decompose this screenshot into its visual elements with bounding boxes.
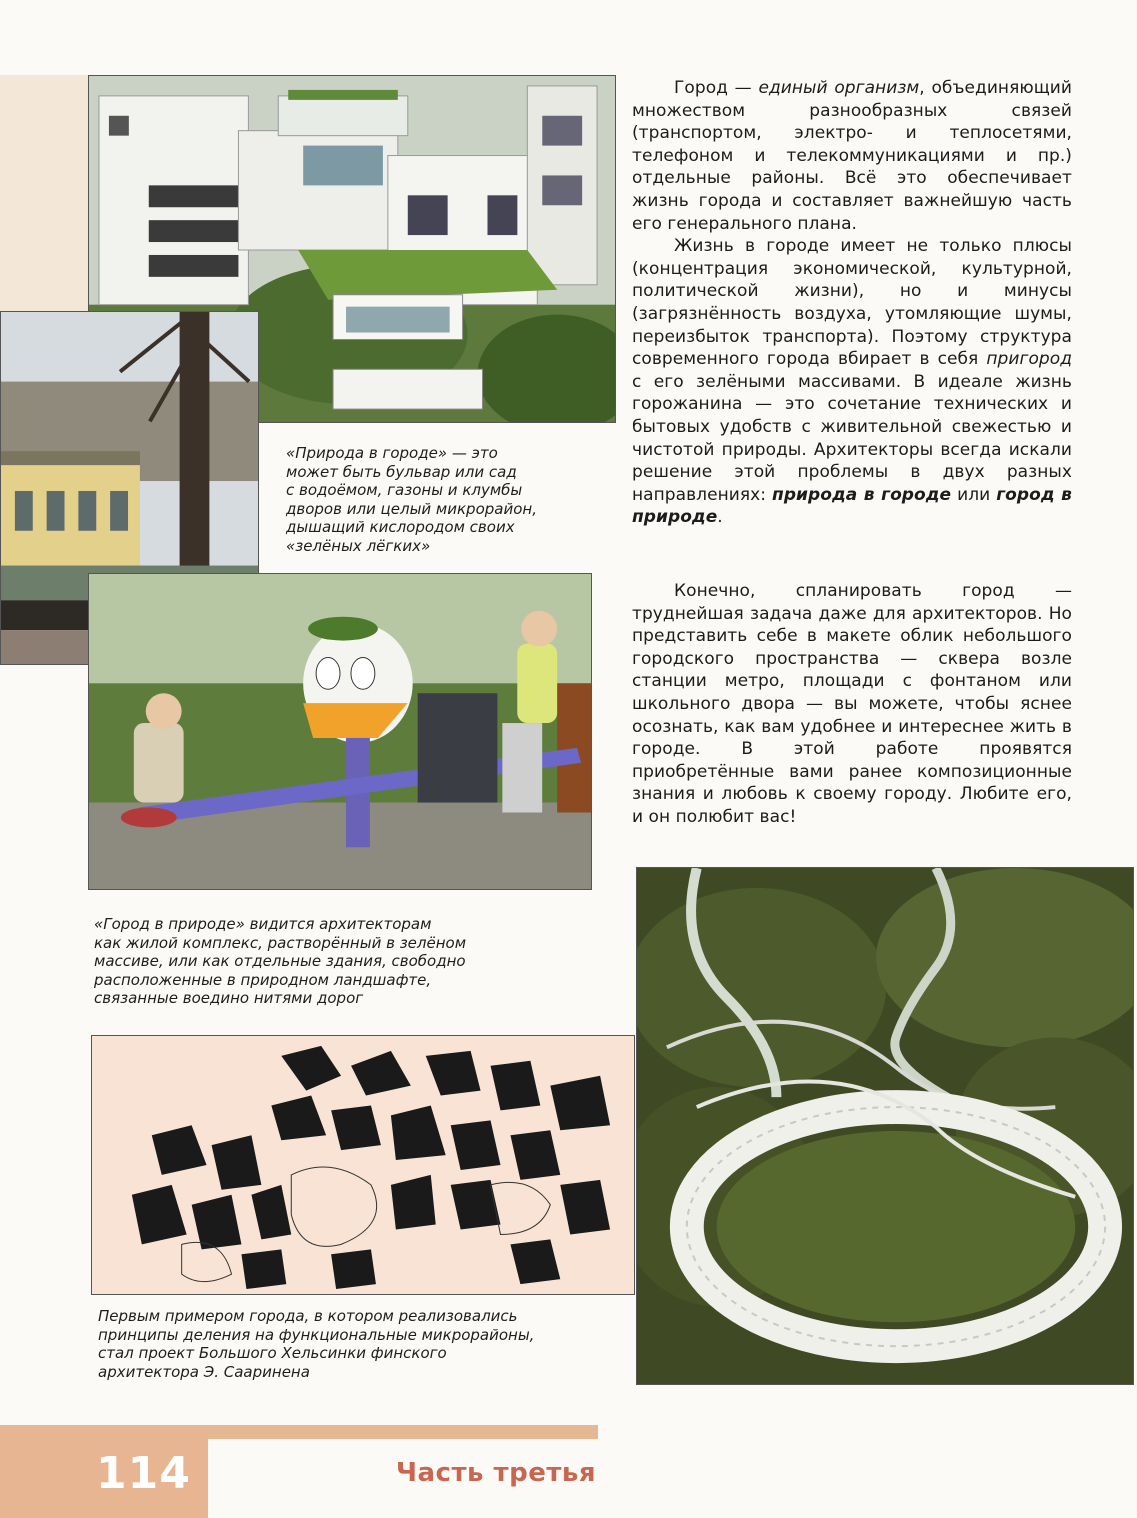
caption-city-in-nature: «Город в природе» видится архитекторам как жилой комплекс, растворённый в зелёном массиве, или как отдельные здания, свободно расположенные в природном ландшафте, связанные воедино нитями дорог — [94, 915, 467, 1008]
page-number: 114 — [96, 1448, 191, 1499]
main-text-2 — [632, 580, 1072, 829]
paragraph-2: Жизнь в городе имеет не только плюсы (концентрация экономической, культурной, политической жизни), но и минусы (загрязнённость воздуха, утомляющие шумы, переизбыток транспорта). Поэтому структура современного города вбирает в себя пригород с его зелёными массивами. В идеале жизнь горожанина — это сочетание технических и бытовых удобств с живительной свежестью и чистотой природы. Архитекторы всегда искали решение этой проблемы в двух разных направлениях: природа в городе или город в природе. — [632, 236, 1072, 528]
part-title: Часть третья — [396, 1458, 597, 1488]
paragraph-1: Город — единый организм, объединяющий множеством разнообразных связей (транспортом, электро- и теплосетями, телефоном и телекоммуникациями и пр.) отдельные районы. Всё это обеспечивает жизнь города и составляет важнейшую часть его генерального плана. — [632, 78, 1072, 234]
decorative-strip — [0, 75, 90, 315]
caption-nature-in-city: «Природа в городе» — это может быть бульвар или сад с водоёмом, газоны и клумбы дворов или целый микрорайон, дышащий кислородом своих «зелёных лёгких» — [286, 444, 537, 555]
caption-helsinki: Первым примером города, в котором реализовались принципы деления на функциональные микрорайоны, стал проект Большого Хельсинки финского архитектора Э. Сааринена — [98, 1307, 535, 1381]
photo-ring-city-forest — [636, 867, 1134, 1385]
main-text — [632, 77, 1072, 529]
paragraph-3: Конечно, спланировать город — труднейшая задача даже для архитекторов. Но представить себе в макете облик небольшого городского пространства — сквера возле станции метро, площади с фонтаном или школьного двора — вы можете, чтобы яснее осознать, как вам удобнее и интереснее жить в городе. В этой работе проявятся приобретённые вами ранее композиционные знания и любовь к своему городу. Любите его, и он полюбит вас! — [632, 581, 1072, 827]
photo-helsinki-plan — [91, 1035, 635, 1295]
photo-playground-seesaw — [88, 573, 592, 890]
